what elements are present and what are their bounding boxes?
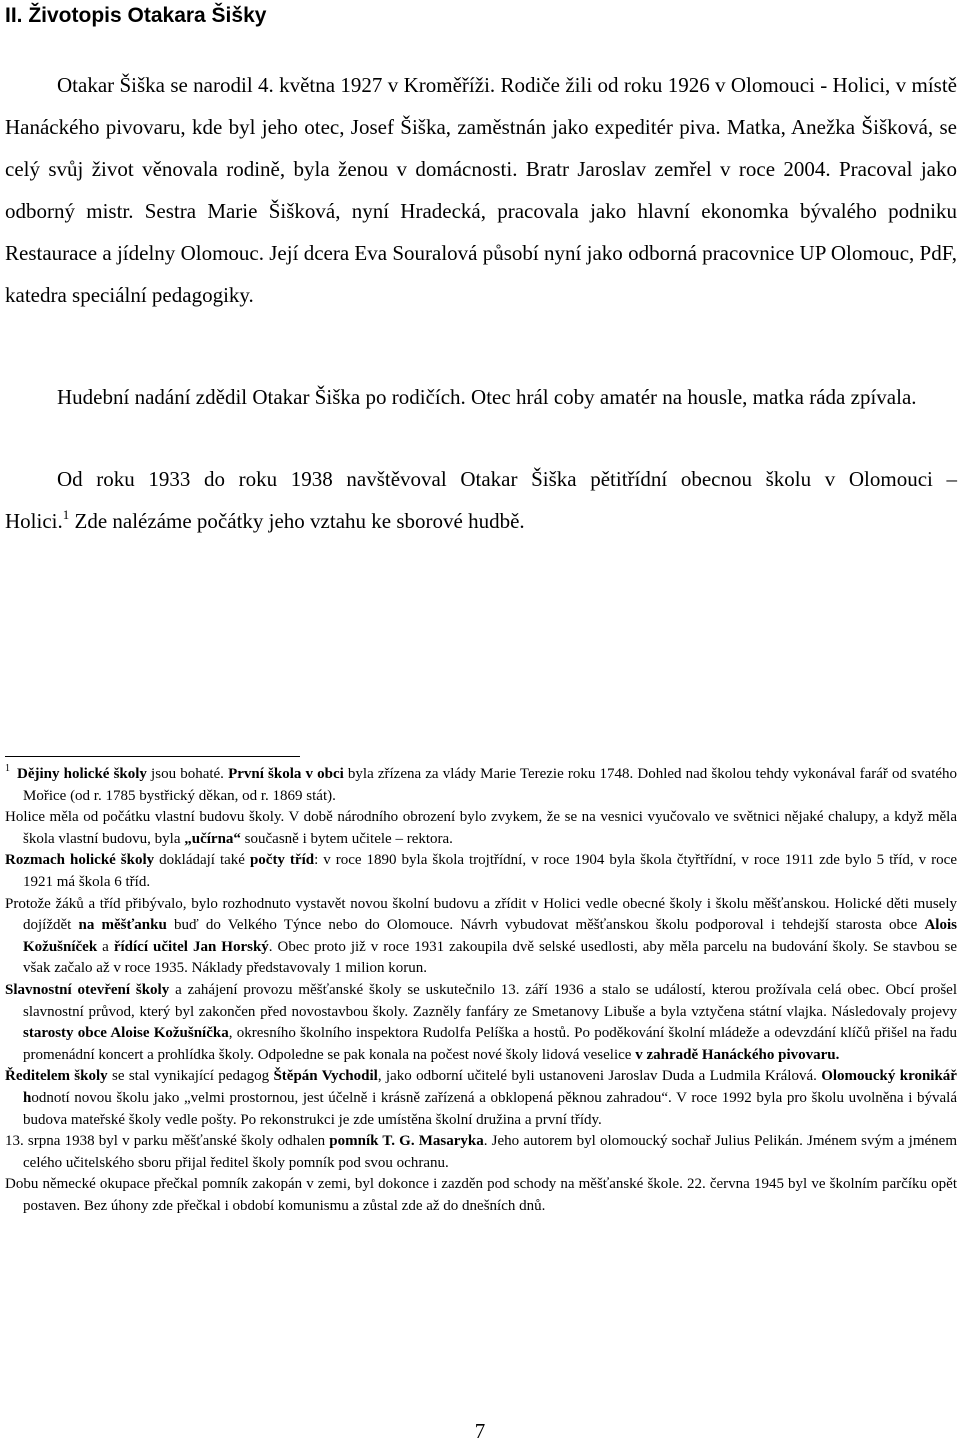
footnote-paragraph-5 <box>5 980 957 1066</box>
fn-bold: v zahradě Hanáckého pivovaru. <box>635 1046 840 1063</box>
fn-bold: Dějiny holické školy <box>17 766 147 782</box>
fn-text: 13. srpna 1938 byl v parku měšťanské školy odhalen <box>5 1133 330 1150</box>
paragraph-school <box>5 458 957 542</box>
footnote-paragraph-6 <box>5 1066 957 1131</box>
footnote-separator <box>5 756 300 757</box>
fn-bold: pomník T. G. Masaryka <box>329 1133 484 1150</box>
fn-bold: Štěpán Vychodil <box>273 1068 378 1085</box>
fn-bold: Ředitelem školy <box>5 1068 108 1085</box>
fn-text: Protože žáků a tříd přibývalo, bylo rozhodnuto vystavět novou školní budovu a zřídit v Holici vedle obecné školy i školu měšťanskou. Holické děti musely dojíždět <box>5 895 957 934</box>
fn-bold: Olomoucký kronikář h <box>23 1068 957 1106</box>
page-number: 7 <box>474 1419 486 1443</box>
fn-text: a zahájení provozu měšťanské školy se uskutečnilo 13. září 1936 a stalo se událostí, kterou prožívala celá obec. Obcí prošel slavnostní průvod, který byl zakončen před novostavbou školy. Zazněly fanfáry ze Smetanovy Libuše a byla vztyčena státní vlajka. Následovaly projevy <box>23 981 957 1020</box>
fn-text: dokládají také <box>154 852 250 869</box>
fn-bold: počty tříd <box>249 852 315 869</box>
fn-text: byla zřízena za vlády Marie Terezie roku 1748. Dohled nad školou tehdy vykonával farář od svatého Mořice (od r. 1785 bystřický děkan, od r. 1869 stát). <box>23 766 957 804</box>
fn-text: , jako odborní učitelé byli ustanoveni Jaroslav Duda a Ludmila Králová. <box>377 1068 822 1085</box>
fn-text: odnotí novou školu jako „velmi prostornou, jest účelně i krásně zařízená a obklopená pěknou zahradou“. V roce 1992 byla pro školu uvolněna i bývalá budova mateřské školy vedle pošty. Po rekonstrukci je zde umístěna školní družina a první třídy. <box>23 1089 957 1128</box>
fn-bold: „učírna“ <box>184 830 241 847</box>
paragraph-family: Otakar Šiška se narodil 4. května 1927 v Kroměříži. Rodiče žili od roku 1926 v Olomouci - Holici, v místě Hanáckého pivovaru, kde byl jeho otec, Josef Šiška, zaměstnán jako expeditér piva. Matka, Anežka Šišková, se celý svůj život věnovala rodině, byla ženou v domácnosti. Bratr Jaroslav zemřel v roce 2004. Pracoval jako odborný mistr. Sestra Marie Šišková, nyní Hradecká, pracovala jako hlavní ekonomka bývalého podniku Restaurace a jídelny Olomouc. Její dcera Eva Souralová působí nyní jako odborná pracovnice UP Olomouc, PdF, katedra speciální pedagogiky. <box>5 73 957 307</box>
fn-text: , okresního školního inspektora Rudolfa Pelíška a hostů. Po poděkování školní mládeže a odevzdání klíčů přišel na řadu promenádní koncert a prohlídka školy. Odpoledne se pak konala na počest nové školy lidová veselice <box>23 1025 958 1063</box>
fn-text: současně i bytem učitele – rektora. <box>240 830 453 847</box>
fn-bold: starosty obce Aloise Kožušníčka <box>23 1025 229 1042</box>
fn-text: Dobu německé okupace přečkal pomník zakopán v zemi, byl dokonce i zazděn pod schody na měšťanské škole. 22. června 1945 byl ve školním parčíku opět postaven. Bez úhony zde přečkal i období komunismu a zůstal zde až do dnešních dnů. <box>5 1176 957 1214</box>
fn-text: a <box>97 938 114 955</box>
fn-bold: Alois Kožušníček <box>23 917 957 955</box>
footnote-reference[interactable]: 1 <box>62 507 70 522</box>
paragraph-school-line2 <box>5 500 957 542</box>
fn-text: : v roce 1890 byla škola trojtřídní, v roce 1904 byla škola čtyřtřídní, v roce 1911 zde bylo 5 tříd, v roce 1921 má škola 6 tříd. <box>23 852 957 890</box>
footnote-paragraph-1: 1 Dějiny holické školy jsou bohaté. První škola v obci byla zřízena za vlády Marie Terezie roku 1748. Dohled nad školou tehdy vykonával farář od svatého Mořice (od r. 1785 bystřický děkan, od r. 1869 stát). <box>5 763 957 804</box>
fn-bold: řídící učitel Jan Horský <box>113 938 269 955</box>
paragraph-school-text-a: Holici. <box>5 509 63 533</box>
footnote-paragraph-8 <box>5 1174 957 1217</box>
footnote-block <box>5 764 957 1217</box>
fn-text: Holice měla od počátku vlastní budovu školy. V době národního obrození bylo zvykem, že se na vesnici vyučovalo ve světnici nějaké chalupy, a když měla škola vlastní budovu, byla <box>5 809 957 847</box>
footnote-paragraph-3 <box>5 850 957 893</box>
fn-text: . Jeho autorem byl olomoucký sochař Julius Pelikán. Jménem svým a jménem celého učitelského sboru přijal ředitel školy pomník pod svou ochranu. <box>23 1133 957 1171</box>
chapter-heading: II. Životopis Otakara Šišky <box>5 4 267 27</box>
paragraph-music-talent: Hudební nadání zdědil Otakar Šiška po rodičích. Otec hrál coby amatér na housle, matka ráda zpívala. <box>57 385 917 409</box>
footnote-paragraph-7 <box>5 1131 957 1174</box>
fn-text: se stal vynikající pedagog <box>107 1068 274 1085</box>
fn-bold: Rozmach holické školy <box>5 852 155 869</box>
fn-bold: První škola v obci <box>228 766 344 782</box>
fn-text: jsou bohaté. <box>146 766 229 782</box>
fn-bold: na měšťanku <box>78 917 167 934</box>
footnote-paragraph-2 <box>5 807 957 850</box>
footnote-paragraph-4 <box>5 894 957 980</box>
fn-bold: Slavnostní otevření školy <box>5 981 170 998</box>
paragraph-school-text-b: Zde nalézáme počátky jeho vztahu ke sborové hudbě. <box>69 509 525 533</box>
fn-text: buď do Velkého Týnce nebo do Olomouce. Návrh vybudovat měšťanskou školu podporoval i tehdejší starosta obce <box>166 917 925 934</box>
paragraph-school-line1: Od roku 1933 do roku 1938 navštěvoval Otakar Šiška pětitřídní obecnou školu v Olomouci – <box>57 467 957 491</box>
fn-text: . Obec proto již v roce 1931 zakoupila dvě selské usedlosti, aby měla parcelu na budování školy. Se stavbou se však začalo až v roce 1935. Náklady představovaly 1 milion korun. <box>23 938 957 977</box>
